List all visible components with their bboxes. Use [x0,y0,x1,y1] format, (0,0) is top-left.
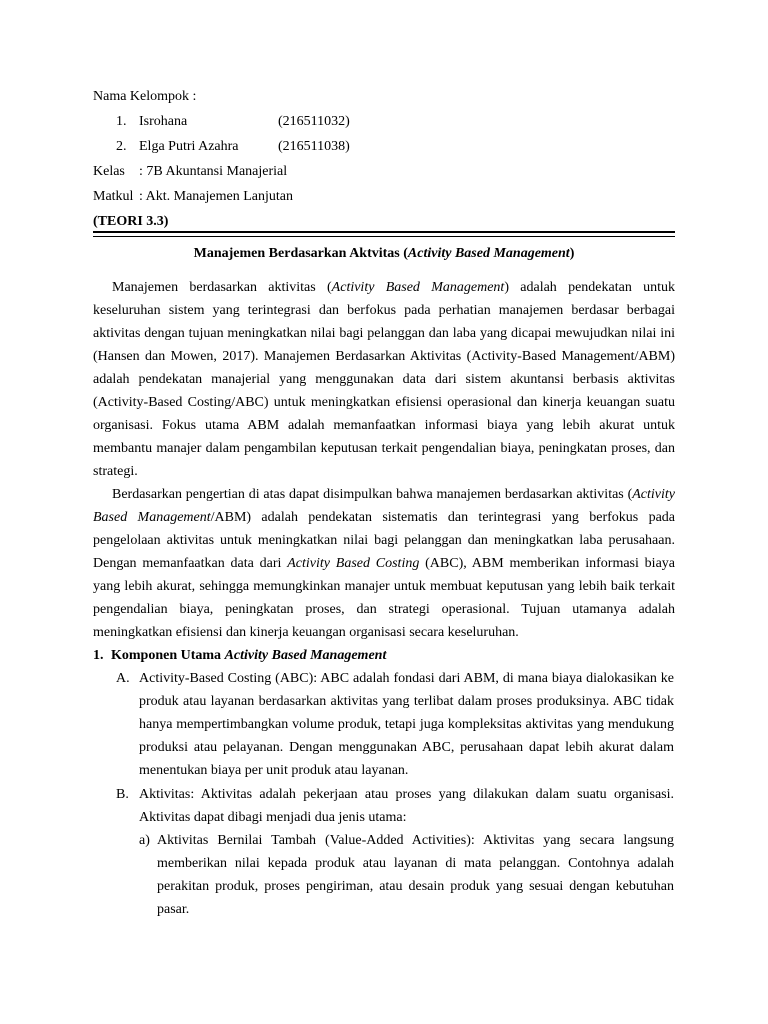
title-close: ) [569,246,575,261]
course-row [93,188,293,206]
section-number: 1. [93,648,104,663]
item-abc: Activity-Based Costing (ABC): ABC adalah fondasi dari ABM, di mana biaya dialokasikan ke produk atau layanan berdasarkan aktivitas yang terlibat dalam proses produksinya. ABC tidak hanya mempertimbangkan volume produk, tetapi juga kompleksitas aktivitas yang mendukung produksi atau pelayanan. Dengan menggunakan ABC, perusahaan dapat lebih akurat dalam menentukan biaya per unit produk atau layanan. [139,671,674,778]
member-name: Elga Putri Azahra [139,139,239,154]
para2-text-c: /ABM) adalah pendekatan sistematis dan terintegrasi yang berfokus pada pengelolaan aktivitas untuk meningkatkan nilai bagi pelanggan dan meningkatkan laba perusahaan. Dengan memanfaatkan data dari [93,510,675,571]
subitem-label: a) [139,833,150,848]
item-label: A. [116,671,130,686]
para2-text-a: Berdasarkan pengertian di atas dapat disimpulkan bahwa manajemen berdasarkan aktivitas ( [112,487,633,502]
paragraph-definition [93,276,675,483]
item-aktivitas: Aktivitas: Aktivitas adalah pekerjaan atau proses yang dilakukan dalam suatu organisasi. Aktivitas dapat dibagi menjadi dua jenis utama: [139,787,674,825]
para2-text-e: (ABC), ABM memberikan informasi biaya yang lebih akurat, sehingga memungkinkan manajer untuk membuat keputusan yang lebih baik terkait pengendalian biaya, peningkatan proses, dan strategi operasional. Tujuan utamanya adalah meningkatkan efisiensi dan kinerja keuangan organisasi secara keseluruhan. [93,556,676,640]
class-value: : 7B Akuntansi Manajerial [139,164,288,179]
member-row [116,138,350,156]
class-row [93,163,288,181]
para1-italic: Activity Based Management [331,280,505,295]
divider-thin [93,236,675,237]
para2-italic-d: Activity Based Costing [287,556,420,571]
section-heading-text: Komponen Utama [111,648,225,663]
member-row [116,113,350,131]
course-value: : Akt. Manajemen Lanjutan [139,189,293,204]
member-name: Isrohana [139,114,188,129]
subitem-value-added: Aktivitas Bernilai Tambah (Value-Added Activities): Aktivitas yang secara langsung memberikan nilai kepada produk atau layanan di mata pelanggan. Contohnya adalah perakitan produk, proses pengiriman, atau desain produk yang sesuai dengan kebutuhan pasar. [157,833,674,917]
document-title [93,245,675,263]
group-label: Nama Kelompok : [93,89,197,104]
title-italic: Activity Based Management [407,246,570,261]
class-label: Kelas [93,164,125,179]
title-text: Manajemen Berdasarkan Aktvitas ( [193,246,408,261]
member-number: 2. [116,139,127,154]
member-id: (216511038) [278,139,350,154]
para1-text-a: Manajemen berdasarkan aktivitas ( [112,280,332,295]
member-id: (216511032) [278,114,350,129]
item-label: B. [116,787,129,802]
para2-italic-b: Activity Based Management [93,487,675,525]
course-label: Matkul [93,189,134,204]
section-heading-italic: Activity Based Management [224,648,387,663]
section-heading [111,644,386,667]
member-number: 1. [116,114,127,129]
divider-thick [93,231,675,233]
paragraph-conclusion [93,483,675,644]
theory-label: (TEORI 3.3) [93,214,169,229]
para1-text-c: ) adalah pendekatan untuk keseluruhan sistem yang terintegrasi dan berfokus pada perhatian manajemen berdasar berbagai aktivitas dengan tujuan meningkatkan nilai bagi pelanggan dan laba yang dicapai mewujudkan nilai ini (Hansen dan Mowen, 2017). Manajemen Berdasarkan Aktivitas (Activity-Based Management/ABM) adalah pendekatan manajerial yang menggunakan data dari sistem akuntansi berbasis aktivitas (Activity-Based Costing/ABC) untuk meningkatkan efisiensi operasional dan kinerja keuangan suatu organisasi. Fokus utama ABM adalah memanfaatkan informasi biaya yang lebih akurat untuk membantu manajer dalam pengambilan keputusan terkait pengendalian biaya, peningkatan proses, dan strategi. [93,280,676,479]
